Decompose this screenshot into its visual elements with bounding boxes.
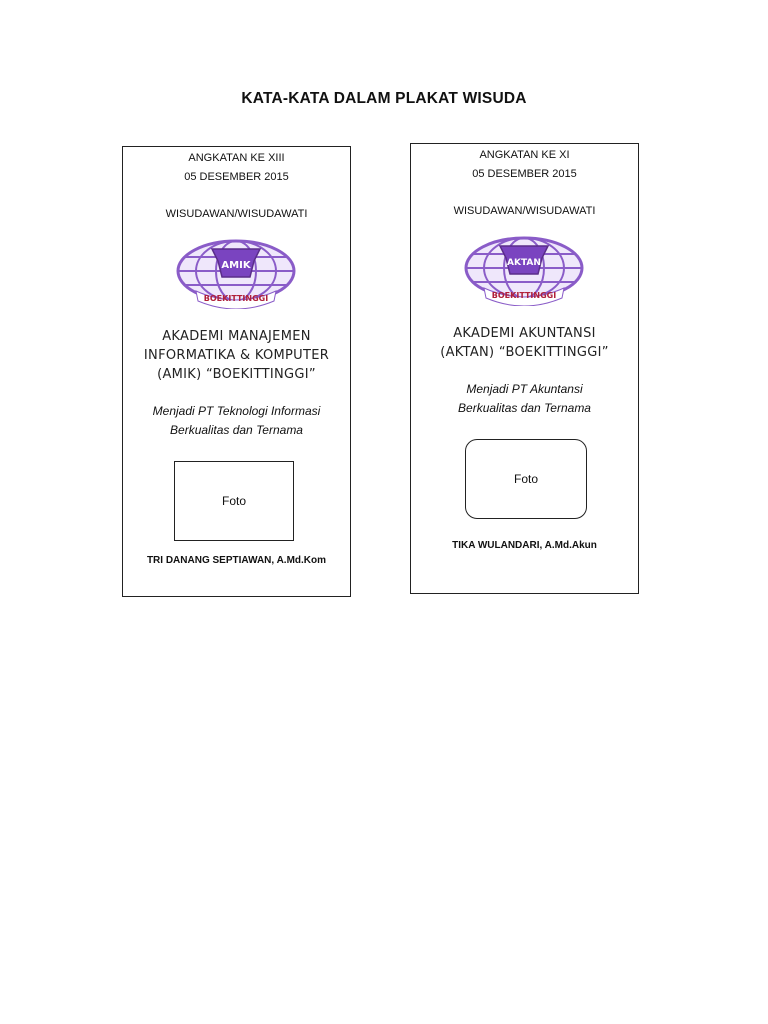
motto-line-2: Berkualitas dan Ternama bbox=[170, 423, 303, 437]
logo-banner-text: BOEKITTINGGI bbox=[203, 294, 269, 303]
photo-placeholder bbox=[174, 461, 294, 541]
logo-banner-text: BOEKITTINGGI bbox=[491, 291, 557, 300]
photo-label: Foto bbox=[221, 494, 246, 508]
graduation-date: 05 DESEMBER 2015 bbox=[184, 171, 289, 183]
institution-line-1: AKADEMI MANAJEMEN bbox=[162, 329, 311, 344]
plaque-amik bbox=[122, 146, 351, 597]
graduate-name: TRI DANANG SEPTIAWAN, A.Md.Kom bbox=[146, 555, 327, 566]
globe-logo-icon bbox=[462, 234, 586, 306]
globe-logo-icon bbox=[174, 237, 298, 309]
graduate-label: WISUDAWAN/WISUDAWATI bbox=[453, 205, 596, 217]
plaque-aktan bbox=[410, 143, 639, 594]
motto-line-1: Menjadi PT Akuntansi bbox=[466, 382, 583, 396]
photo-label: Foto bbox=[513, 472, 538, 486]
institution-line-2: (AKTAN) “BOEKITTINGGI” bbox=[440, 345, 609, 360]
photo-placeholder bbox=[465, 439, 587, 519]
logo-badge-text: AMIK bbox=[221, 260, 251, 271]
cohort-label: ANGKATAN KE XIII bbox=[188, 152, 285, 164]
logo-badge-text: AKTAN bbox=[507, 258, 541, 268]
institution-line-2: INFORMATIKA & KOMPUTER bbox=[143, 348, 330, 363]
motto-line-2: Berkualitas dan Ternama bbox=[458, 401, 591, 415]
cohort-label: ANGKATAN KE XI bbox=[479, 149, 570, 161]
page-title: KATA-KATA DALAM PLAKAT WISUDA bbox=[241, 90, 527, 107]
graduate-label: WISUDAWAN/WISUDAWATI bbox=[165, 208, 308, 220]
motto-line-1: Menjadi PT Teknologi Informasi bbox=[152, 404, 321, 418]
institution-line-1: AKADEMI AKUNTANSI bbox=[453, 326, 596, 341]
graduate-name: TIKA WULANDARI, A.Md.Akun bbox=[452, 540, 597, 551]
graduation-date: 05 DESEMBER 2015 bbox=[472, 168, 577, 180]
institution-line-3: (AMIK) “BOEKITTINGGI” bbox=[157, 367, 316, 382]
